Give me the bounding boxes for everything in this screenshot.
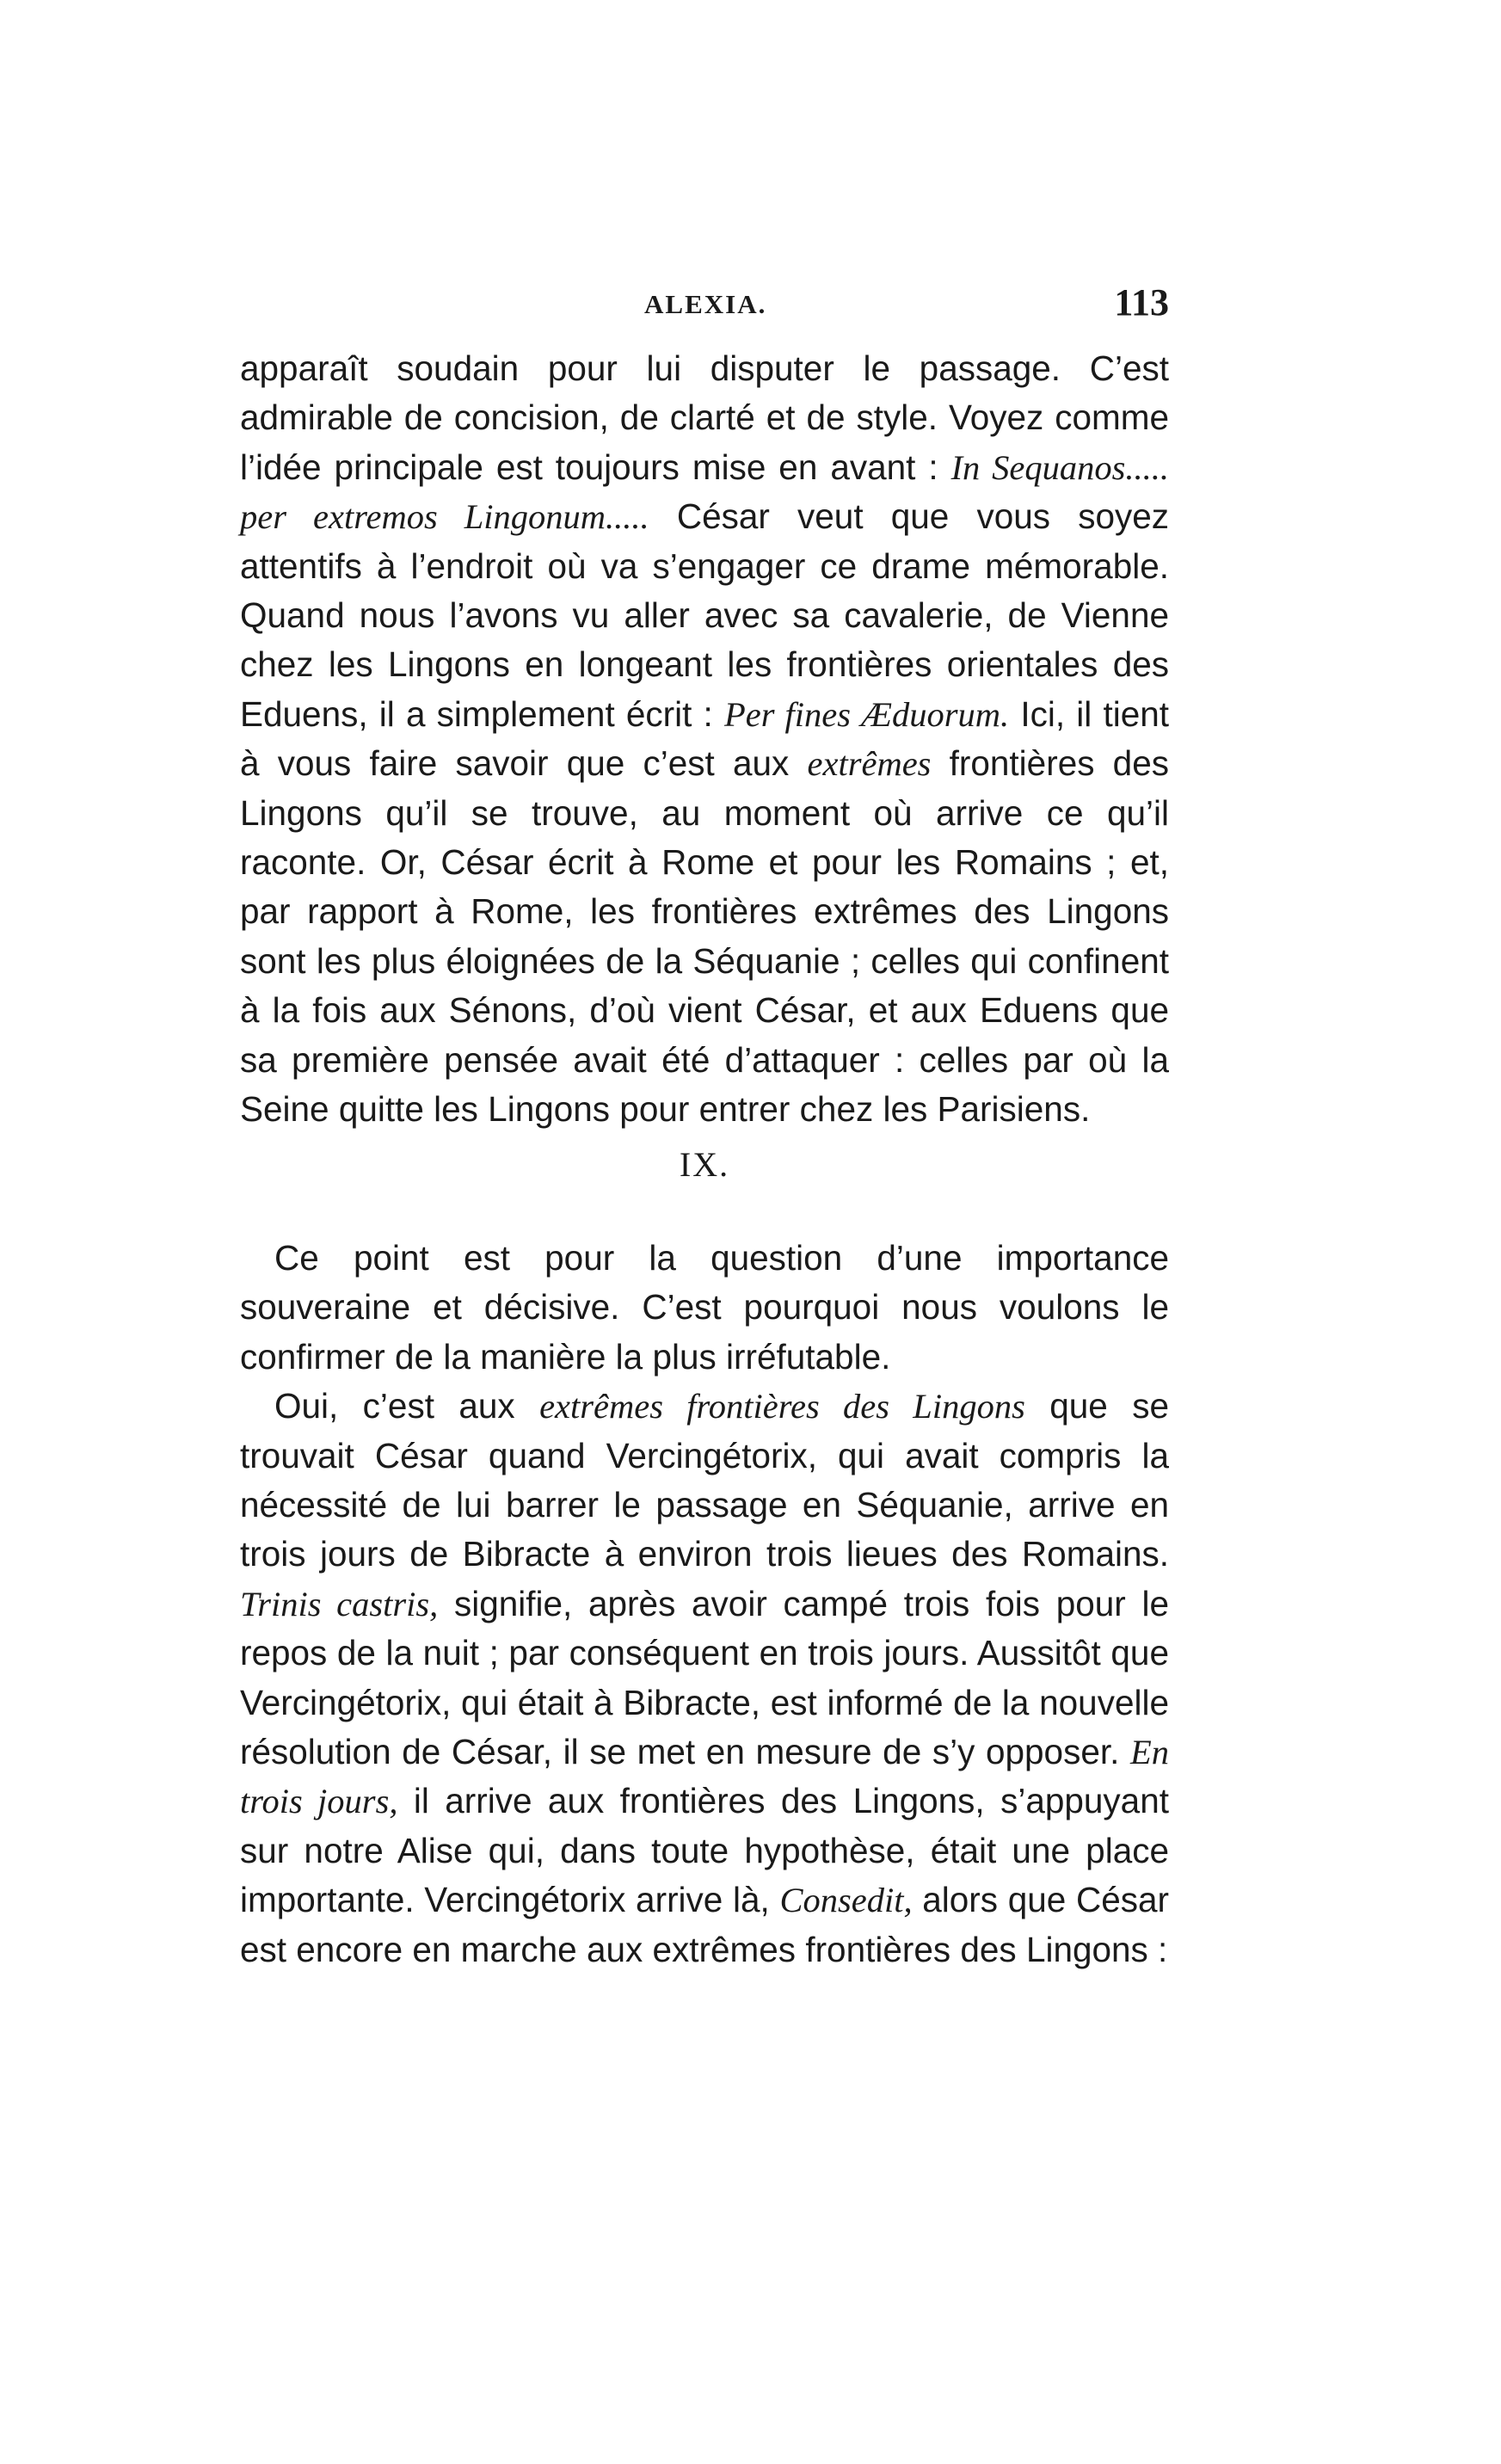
text-block-top xyxy=(240,344,1169,1135)
running-head xyxy=(240,281,1169,336)
text-run: frontières des Lingons qu’il se trouve, au moment où arrive ce qu’il raconte. Or, César écrit à Rome et pour les Romains ; et, par rapport à Rome, les frontières extrêmes des Lingons sont les plus éloignées de la Séquanie ; celles qui confinent à la fois aux Sénons, d’où vient César, et aux Eduens que sa première pensée avait été d’attaquer : celles par où la Seine quitte les Lingons pour entrer chez les Parisiens. xyxy=(240,743,1169,1130)
italic-emphasis: extrêmes xyxy=(807,744,932,784)
section-heading: IX. xyxy=(679,1145,730,1184)
text-block-bottom xyxy=(240,1234,1169,1974)
text-run: Ici, il tient à vous faire savoir que c’est aux xyxy=(240,693,1169,784)
text-run: César veut que vous soyez attentifs à l’endroit où va s’engager ce drame mémorable. Quand nous l’avons vu aller avec sa cavalerie, de Vienne chez les Lingons en longeant les frontières orientales des Eduens, il a simplement écrit : xyxy=(240,496,1170,734)
text-run: il arrive aux frontières des Lingons, s’appuyant sur notre Alise qui, dans toute hypothèse, était une place importante. Vercingétorix arrive là, xyxy=(240,1781,1169,1920)
text-run: Ce point est pour la question d’une importance souveraine et décisive. C’est pourquoi nous voulons le confirmer de la manière la plus irréfutable. xyxy=(240,1238,1169,1377)
italic-quote: Trinis castris, xyxy=(240,1584,439,1623)
paragraph xyxy=(240,344,1169,1135)
text-run: alors que César est encore en marche aux extrêmes frontières des Lingons : xyxy=(240,1880,1169,1969)
italic-quote: Consedit, xyxy=(779,1881,913,1920)
paragraph xyxy=(240,1234,1169,1382)
page-number: 113 xyxy=(1114,281,1169,323)
italic-emphasis: extrêmes frontières des Lingons xyxy=(539,1387,1025,1426)
text-run: que se trouvait César quand Vercingétorix, qui avait compris la nécessité de lui barrer le passage en Séquanie, arrive en trois jours de Bibracte à environ trois lieues des Romains. xyxy=(240,1386,1169,1574)
text-run: Oui, c’est aux xyxy=(274,1386,540,1426)
running-title: ALEXIA. xyxy=(644,289,767,319)
italic-emphasis: En trois jours, xyxy=(240,1733,1169,1821)
paragraph xyxy=(240,1382,1169,1974)
italic-quote: In Sequanos..... per extremos Lingonum..... xyxy=(240,447,1169,537)
text-run: apparaît soudain pour lui disputer le passage. C’est admirable de concision, de clarté et de style. Voyez comme l’idée principale est toujours mise en avant : xyxy=(240,348,1169,487)
text-run: signifie, après avoir campé trois fois pour le repos de la nuit ; par conséquent en trois jours. Aussitôt que Vercingétorix, qui était à Bibracte, est informé de la nouvelle résolution de César, il se met en mesure de s’y opposer. xyxy=(240,1583,1169,1772)
italic-quote: Per fines Æduorum. xyxy=(723,694,1010,734)
